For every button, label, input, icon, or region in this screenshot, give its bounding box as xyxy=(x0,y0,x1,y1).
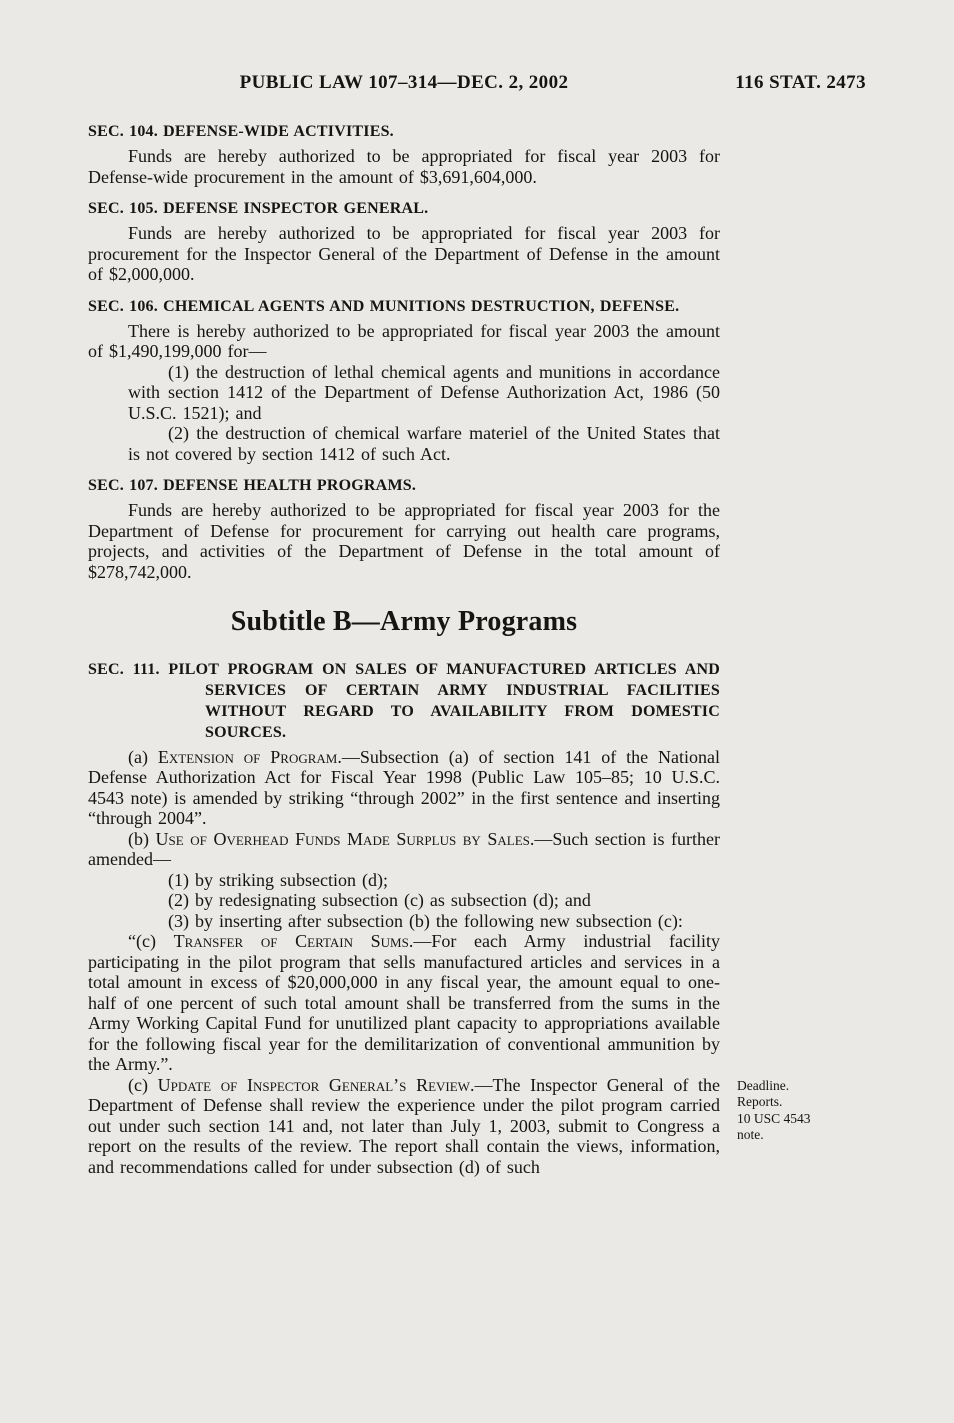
section-111-item-1: (1) by striking subsection (d); xyxy=(168,869,388,890)
section-111-paragraph-a xyxy=(88,747,720,829)
paragraph-b-smallcaps: Use of Overhead Funds Made Surplus by Sales xyxy=(155,828,530,849)
paragraph-c-with-margin-note xyxy=(88,1074,811,1178)
paragraph-b-label: (b) xyxy=(128,828,156,849)
section-106 xyxy=(88,296,720,465)
quoted-c-smallcaps: Transfer of Certain Sums xyxy=(173,931,409,951)
law-title: PUBLIC LAW 107–314—DEC. 2, 2002 xyxy=(239,72,569,93)
paragraph-b-text: .—Such section is further amended— xyxy=(88,828,720,869)
section-105-heading: SEC. 105. DEFENSE INSPECTOR GENERAL. xyxy=(88,200,429,217)
quoted-c-label: “(c) xyxy=(128,931,174,951)
section-111-item-3: (3) by inserting after subsection (b) the following new subsection (c): xyxy=(168,910,683,931)
section-104-paragraph: Funds are hereby authorized to be appropriated for fiscal year 2003 for Defense-wide procurement in the amount of $3,691,604,000. xyxy=(88,146,720,187)
section-105-paragraph: Funds are hereby authorized to be appropriated for fiscal year 2003 for procurement for the Inspector General of the Department of Defense in the amount of $2,000,000. xyxy=(88,223,720,284)
section-106-item-1: (1) the destruction of lethal chemical agents and munitions in accordance with section 1412 of the Department of Defense Authorization Act, 1986 (50 U.S.C. 1521); and xyxy=(128,361,720,423)
paragraph-a-smallcaps: Extension of Program xyxy=(157,746,338,767)
margin-note-line-note: note. xyxy=(737,1127,764,1142)
paragraph-c-smallcaps: Update of Inspector General’s Review xyxy=(157,1074,470,1095)
section-105 xyxy=(88,198,720,285)
section-106-item-2: (2) the destruction of chemical warfare materiel of the United States that is not covered by section 1412 of such Act. xyxy=(128,423,720,464)
margin-note-line-reports: Reports. xyxy=(737,1094,783,1109)
section-104 xyxy=(88,121,720,187)
section-111-item-2: (2) by redesignating subsection (c) as subsection (d); and xyxy=(168,890,591,910)
document-body xyxy=(88,121,811,1177)
section-106-heading: SEC. 106. CHEMICAL AGENTS AND MUNITIONS DESTRUCTION, DEFENSE. xyxy=(88,297,680,315)
stat-number: 116 STAT. 2473 xyxy=(735,72,866,93)
section-106-paragraph: There is hereby authorized to be appropriated for fiscal year 2003 the amount of $1,490,199,000 for— xyxy=(88,320,720,361)
subtitle-b-heading: Subtitle B—Army Programs xyxy=(230,606,578,637)
section-111 xyxy=(88,659,811,1178)
quoted-c-text: .—For each Army industrial facility participating in the pilot program that sells manufactured articles and services in a total amount in excess of $20,000,000 in any fiscal year, the amount equal to one-half of one percent of such total amount shall be transferred from the sums in the Army Working Capital Fund for unutilized plant capacity to appropriations available for the following fiscal year for the demilitarization of conventional ammunition by the Army.”. xyxy=(88,931,721,1074)
section-107 xyxy=(88,475,720,582)
section-111-heading: SEC. 111. PILOT PROGRAM ON SALES OF MANUFACTURED ARTICLES AND SERVICES OF CERTAIN ARMY INDUSTRIAL FACILITIES WITHOUT REGARD TO AVAILABILITY FROM DOMESTIC SOURCES. xyxy=(88,660,720,741)
section-111-quoted-subsection-c xyxy=(88,931,720,1075)
section-111-paragraph-c xyxy=(88,1075,720,1178)
section-111-paragraph-b xyxy=(88,829,720,870)
paragraph-a-text: .—Subsection (a) of section 141 of the National Defense Authorization Act for Fiscal Year 1998 (Public Law 105–85; 10 U.S.C. 4543 note) is amended by striking “through 2002” in the first sentence and inserting “through 2004”. xyxy=(88,746,720,828)
paragraph-a-label: (a) xyxy=(128,746,158,767)
paragraph-c-text: .—The Inspector General of the Department of Defense shall review the experience under the pilot program carried out under such section 141 and, not later than July 1, 2003, submit to Congress a report on the results of the review. The report shall contain the views, information, and recommendations called for under subsection (d) of such xyxy=(88,1074,721,1177)
margin-note-line-usc-citation: 10 USC 4543 xyxy=(737,1110,811,1126)
section-107-heading: SEC. 107. DEFENSE HEALTH PROGRAMS. xyxy=(88,477,417,494)
margin-note-line-deadline: Deadline. xyxy=(737,1077,790,1093)
margin-note xyxy=(737,1078,877,1144)
paragraph-c-label: (c) xyxy=(128,1074,158,1095)
section-107-paragraph: Funds are hereby authorized to be appropriated for fiscal year 2003 for the Department of Defense for procurement for carrying out health care programs, projects, and activities of the Department of Defense in the total amount of $278,742,000. xyxy=(88,500,720,582)
page-header xyxy=(88,72,866,94)
section-104-heading: SEC. 104. DEFENSE-WIDE ACTIVITIES. xyxy=(88,123,394,140)
